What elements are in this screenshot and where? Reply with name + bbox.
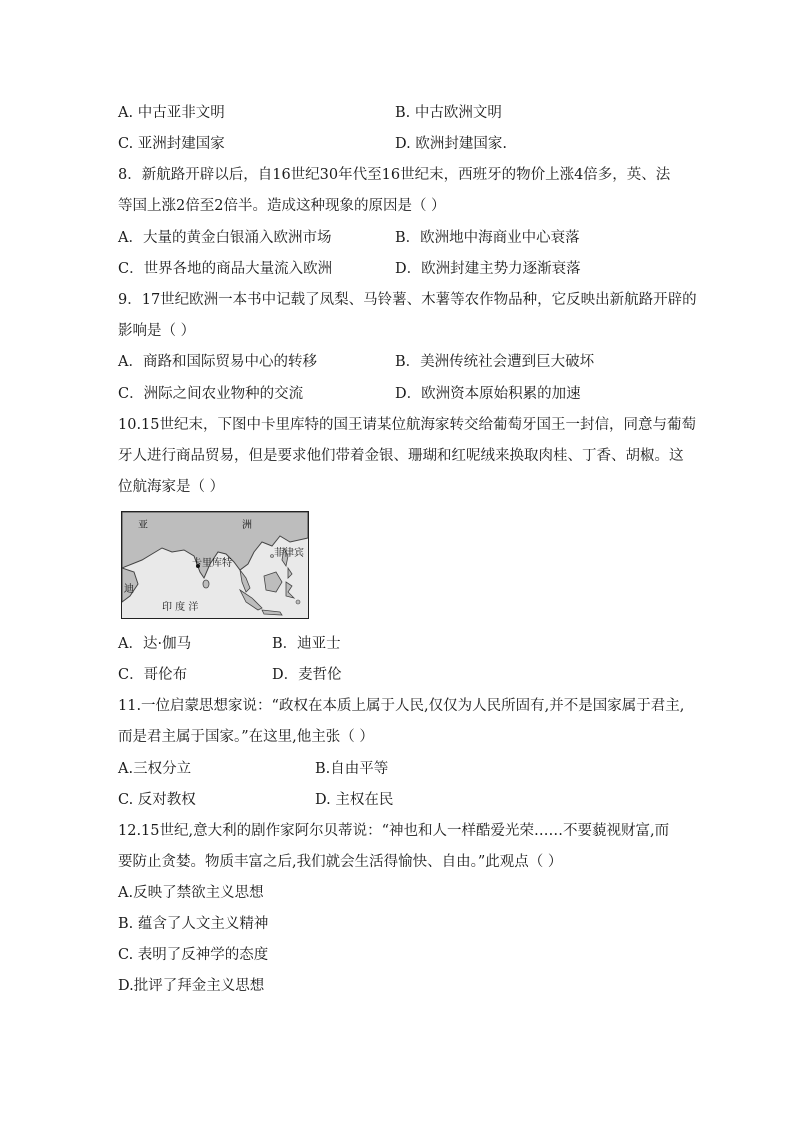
q10-stem-line3: 位航海家是（ ） <box>118 479 225 495</box>
map-label-zhou: 洲 <box>242 520 252 531</box>
q11-stem-line1: 11.一位启蒙思想家说：“政权在本质上属于人民,仅仅为人民所固有,并不是国家属于君主, <box>118 698 685 714</box>
q8-option-d[interactable]: D．欧洲封建主势力逐渐衰落 <box>395 261 581 277</box>
q12-option-c[interactable]: C. 表明了反神学的态度 <box>118 947 269 963</box>
q10-stem-line2: 牙人进行商品贸易，但是要求他们带着金银、珊瑚和红呢绒来换取肉桂、丁香、胡椒。这 <box>118 448 684 464</box>
q12-option-d[interactable]: D.批评了拜金主义思想 <box>118 978 265 994</box>
q10-option-d[interactable]: D．麦哲伦 <box>272 667 342 683</box>
q7-option-c[interactable]: C. 亚洲封建国家 <box>118 136 225 152</box>
q8-stem-line1: 8．新航路开辟以后，自16世纪30年代至16世纪末，西班牙的物价上涨4倍多，英、法 <box>118 167 671 183</box>
q7-option-a[interactable]: A. 中古亚非文明 <box>118 105 225 121</box>
q12-option-a[interactable]: A.反映了禁欲主义思想 <box>118 885 264 901</box>
map-label-philippines: 菲律宾 <box>274 548 304 559</box>
q11-option-c[interactable]: C. 反对教权 <box>118 792 196 808</box>
q8-option-b[interactable]: B．欧洲地中海商业中心衰落 <box>395 230 580 246</box>
map-label-ya: 亚 <box>138 520 148 531</box>
map-label-indian-ocean: 印 度 洋 <box>162 602 199 613</box>
q10-option-b[interactable]: B．迪亚士 <box>272 636 341 652</box>
q8-option-c[interactable]: C．世界各地的商品大量流入欧洲 <box>118 261 333 277</box>
q10-option-a[interactable]: A．达·伽马 <box>118 636 192 652</box>
q12-option-b[interactable]: B. 蕴含了人文主义精神 <box>118 916 269 932</box>
q9-option-a[interactable]: A．商路和国际贸易中心的转移 <box>118 354 317 370</box>
map-label-di: 迪 <box>124 584 134 595</box>
q12-stem-line2: 要防止贪婪。物质丰富之后,我们就会生活得愉快、自由。”此观点（ ） <box>118 854 563 870</box>
q11-option-a[interactable]: A.三权分立 <box>118 761 192 777</box>
q10-stem-line1: 10.15世纪末，下图中卡里库特的国王请某位航海家转交给葡萄牙国王一封信，同意与葡萄 <box>118 417 697 433</box>
q9-stem-line2: 影响是（ ） <box>118 323 196 339</box>
q11-stem-line2: 而是君主属于国家。”在这里,他主张（ ） <box>118 729 374 745</box>
q7-option-b[interactable]: B. 中古欧洲文明 <box>395 105 502 121</box>
q7-option-d[interactable]: D. 欧洲封建国家. <box>395 136 507 152</box>
q9-stem-line1: 9．17世纪欧洲一本书中记载了凤梨、马铃薯、木薯等农作物品种，它反映出新航路开辟的 <box>118 292 697 308</box>
map-label-calicut: 卡里库特 <box>192 558 232 569</box>
q9-option-c[interactable]: C．洲际之间农业物种的交流 <box>118 386 304 402</box>
q11-option-b[interactable]: B.自由平等 <box>315 761 389 777</box>
q9-option-b[interactable]: B．美洲传统社会遭到巨大破坏 <box>395 354 595 370</box>
q10-option-c[interactable]: C．哥伦布 <box>118 667 188 683</box>
q12-stem-line1: 12.15世纪,意大利的剧作家阿尔贝蒂说：“神也和人一样酷爱光荣……不要藐视财富,而 <box>118 823 670 839</box>
q8-option-a[interactable]: A．大量的黄金白银涌入欧洲市场 <box>118 230 332 246</box>
indian-ocean-map <box>121 511 309 619</box>
q8-stem-line2: 等国上涨2倍至2倍半。造成这种现象的原因是（ ） <box>118 198 446 214</box>
q11-option-d[interactable]: D. 主权在民 <box>315 792 394 808</box>
q9-option-d[interactable]: D．欧洲资本原始积累的加速 <box>395 386 581 402</box>
